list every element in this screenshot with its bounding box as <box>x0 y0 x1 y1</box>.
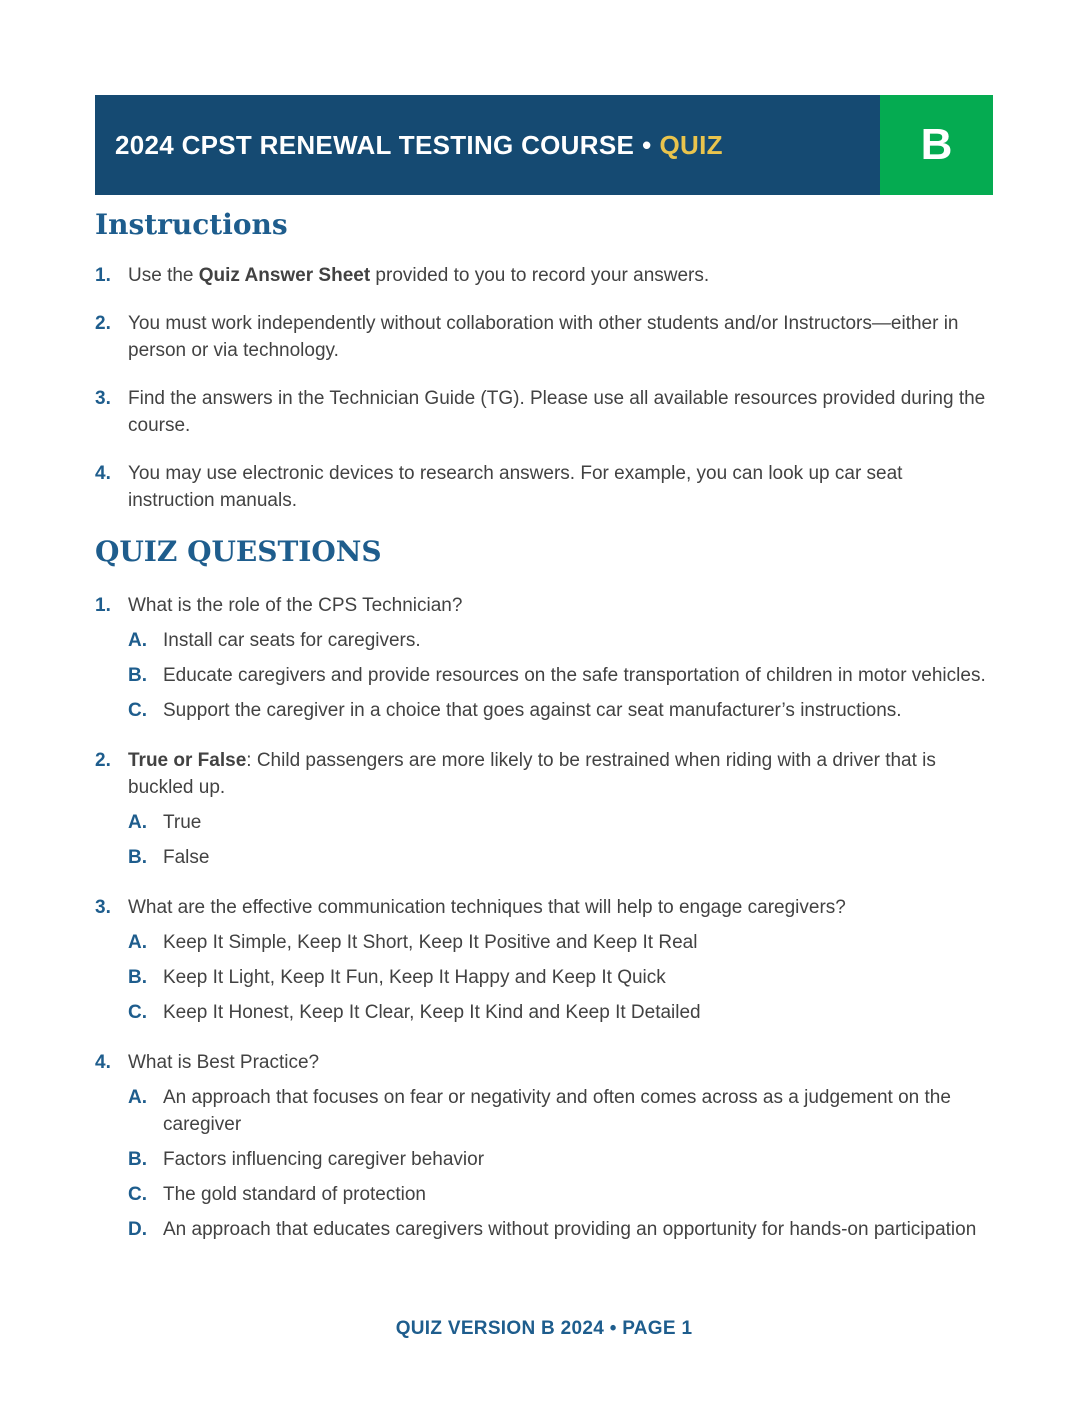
option-row <box>128 964 993 991</box>
options-list <box>95 1084 993 1243</box>
question-text: What are the effective communication techniques that will help to engage caregivers? <box>128 897 846 918</box>
option-text: Install car seats for caregivers. <box>163 630 421 651</box>
instruction-text-post: provided to you to record your answers. <box>370 265 710 286</box>
option-letter: B. <box>128 967 147 988</box>
option-letter: C. <box>128 1002 147 1023</box>
instructions-list <box>95 262 993 514</box>
option-letter: A. <box>128 932 147 953</box>
options-list <box>95 627 993 724</box>
option-text: Keep It Honest, Keep It Clear, Keep It Kind and Keep It Detailed <box>163 1002 701 1023</box>
instruction-item <box>95 385 993 439</box>
version-badge: B <box>880 95 993 195</box>
option-letter: B. <box>128 1149 147 1170</box>
document-header <box>95 95 993 195</box>
quiz-questions-heading: QUIZ QUESTIONS <box>95 535 382 568</box>
question-block-1 <box>95 592 993 724</box>
option-row <box>128 1181 993 1208</box>
page-title <box>115 130 723 161</box>
instruction-number: 1. <box>95 265 111 286</box>
header-title-bar <box>95 95 880 195</box>
instruction-item <box>95 460 993 514</box>
question-text: What is the role of the CPS Technician? <box>128 595 463 616</box>
instruction-number: 3. <box>95 388 111 409</box>
instruction-text <box>128 262 993 289</box>
option-row <box>128 662 993 689</box>
question-block-2 <box>95 747 993 871</box>
instruction-text: You may use electronic devices to research answers. For example, you can look up car seat instruction manuals. <box>128 463 903 511</box>
option-text: An approach that educates caregivers without providing an opportunity for hands-on participation <box>163 1219 977 1240</box>
option-letter: D. <box>128 1219 147 1240</box>
question-number: 4. <box>95 1052 111 1073</box>
question-number: 2. <box>95 750 111 771</box>
option-row <box>128 999 993 1026</box>
option-text: Keep It Simple, Keep It Short, Keep It Positive and Keep It Real <box>163 932 698 953</box>
option-letter: B. <box>128 847 147 868</box>
option-text: Support the caregiver in a choice that goes against car seat manufacturer’s instructions. <box>163 700 902 721</box>
question-head <box>95 747 993 801</box>
option-text: Keep It Light, Keep It Fun, Keep It Happy and Keep It Quick <box>163 967 666 988</box>
option-letter: A. <box>128 630 147 651</box>
option-letter: C. <box>128 1184 147 1205</box>
question-block-4 <box>95 1049 993 1243</box>
instruction-text: You must work independently without collaboration with other students and/or Instructors—either in person or via technology. <box>128 313 959 361</box>
question-block-3 <box>95 894 993 1026</box>
question-head <box>95 592 993 619</box>
option-row <box>128 697 993 724</box>
instruction-text-pre: Use the <box>128 265 199 286</box>
question-number: 3. <box>95 897 111 918</box>
instruction-text-bold: Quiz Answer Sheet <box>198 265 371 286</box>
question-text-bold: True or False <box>128 750 247 771</box>
instruction-item <box>95 262 993 289</box>
page-title-accent: QUIZ <box>659 129 723 160</box>
instruction-item <box>95 310 993 364</box>
option-text: True <box>163 812 202 833</box>
question-list <box>95 592 993 1243</box>
option-text: The gold standard of protection <box>163 1184 427 1205</box>
option-text: Factors influencing caregiver behavior <box>163 1149 485 1170</box>
options-list <box>95 929 993 1026</box>
option-letter: A. <box>128 1087 147 1108</box>
title-bullet-separator: • <box>642 129 652 160</box>
option-row <box>128 1216 993 1243</box>
instruction-text: Find the answers in the Technician Guide (TG). Please use all available resources provided during the course. <box>128 388 986 436</box>
question-number: 1. <box>95 595 111 616</box>
page-footer: QUIZ VERSION B 2024 • PAGE 1 <box>395 1318 693 1339</box>
option-letter: B. <box>128 665 147 686</box>
question-head <box>95 1049 993 1076</box>
option-row <box>128 1146 993 1173</box>
option-row <box>128 929 993 956</box>
option-text: False <box>163 847 210 868</box>
option-row <box>128 844 993 871</box>
instruction-number: 2. <box>95 313 111 334</box>
option-text: An approach that focuses on fear or negativity and often comes across as a judgement on the caregiver <box>163 1087 951 1135</box>
question-text <box>128 747 993 801</box>
instructions-heading: Instructions <box>95 208 288 241</box>
question-text: What is Best Practice? <box>128 1052 320 1073</box>
question-text-rest: : Child passengers are more likely to be restrained when riding with a driver that is buckled up. <box>128 750 936 798</box>
instruction-number: 4. <box>95 463 111 484</box>
page-title-main: 2024 CPST RENEWAL TESTING COURSE <box>115 129 635 160</box>
option-letter: A. <box>128 812 147 833</box>
question-head <box>95 894 993 921</box>
options-list <box>95 809 993 871</box>
option-row <box>128 627 993 654</box>
option-row <box>128 1084 993 1138</box>
option-text: Educate caregivers and provide resources on the safe transportation of children in motor vehicles. <box>163 665 986 686</box>
option-letter: C. <box>128 700 147 721</box>
option-row <box>128 809 993 836</box>
